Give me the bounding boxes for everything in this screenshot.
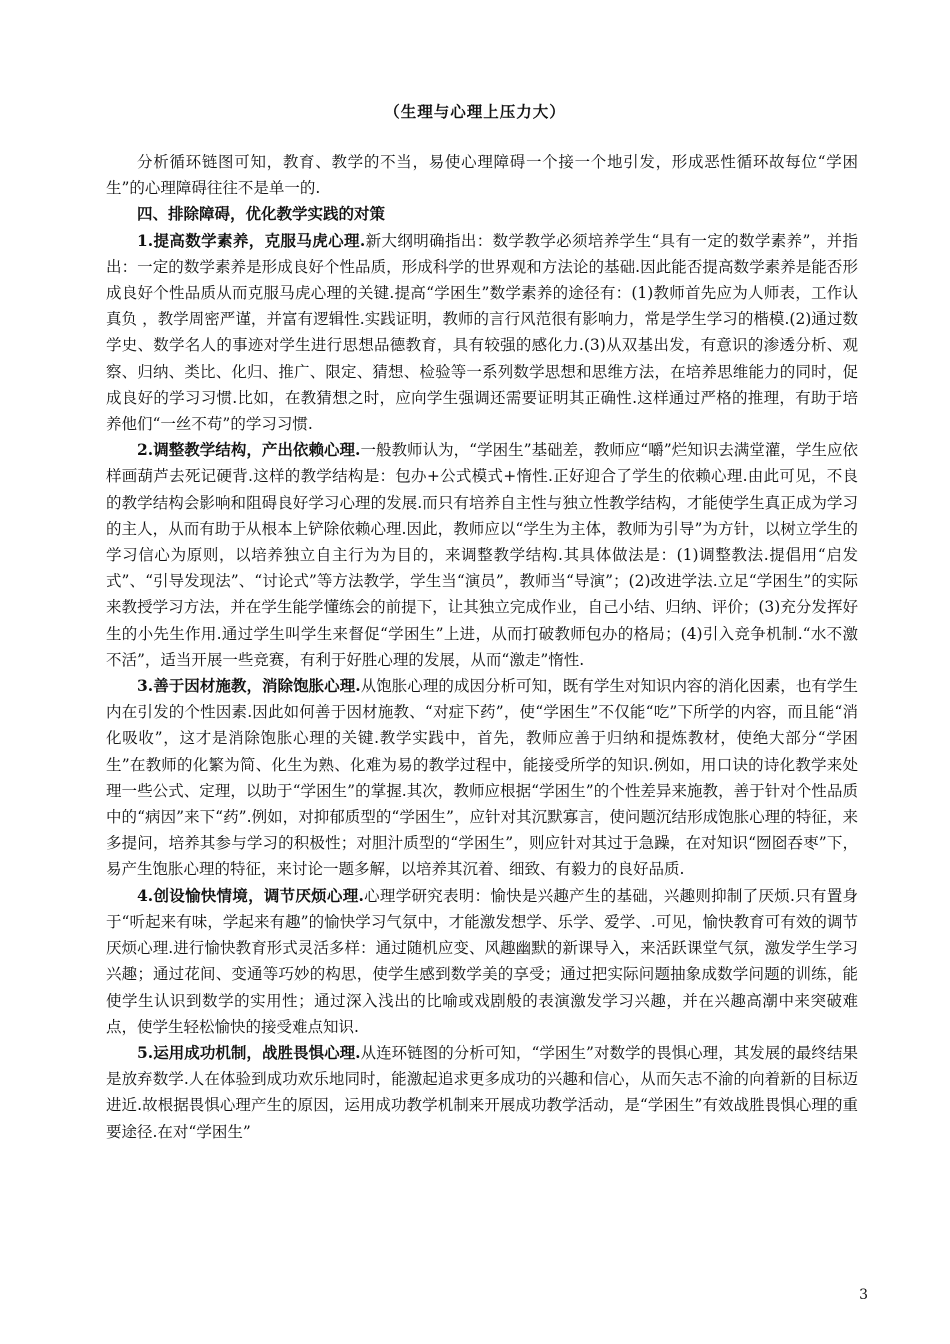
paragraph-text: 新大纲明确指出：数学教学必须培养学生“具有一定的数学素养”，并指出：一定的数学素养是形成良好个性品质，形成科学的世界观和方法论的基础.因此能否提高数学素养是能否形成良好个性品质从而克服马虎心理的关键.提高“学困生”数学素养的途径有：(1)教师首先应为人师表，工作认真负 ，教学周密严谨，并富有逻辑性.实践证明，教师的言行风范很有影响力，常是学生学习的楷模.(2)通过数学史、数学名人的事迹对学生进行思想品德教育，具有较强的感化力.(3)从双基出发，有意识的渗透分析、观察、归纳、类比、化归、推广、限定、猜想、检验等一系列数学思想和思维方法，在培养思维能力的同时，促成良好的学习习惯.比如，在教猜想之时，应向学生强调还需要证明其正确性.这样通过严格的推理，有助于培养他们“一丝不苟”的学习习惯. xyxy=(106,231,858,434)
paragraph-lead: 1.提高数学素养，克服马虎心理. xyxy=(137,230,366,250)
paragraph-text: 分析循环链图可知，教育、教学的不当，易使心理障碍一个接一个地引发，形成恶性循环故每位“学困生”的心理障碍往往不是单一的. xyxy=(106,153,858,198)
paragraph-1 xyxy=(106,228,858,438)
paragraph-2 xyxy=(106,437,858,673)
paragraph-3 xyxy=(106,673,858,883)
paragraph-text: 一般教师认为，“学困生”基础差，教师应“嚼”烂知识去满堂灌，学生应依样画葫芦去死记硬背.这样的教学结构是：包办+公式模式+惰性.正好迎合了学生的依赖心理.由此可见，不良的教学结构会影响和阻碍良好学习心理的发展.而只有培养自主性与独立性教学结构，才能使学生真正成为学习的主人，从而有助于从根本上铲除依赖心理.因此，教师应以“学生为主体，教师为引导”为方针，以树立学生的 学习信心为原则，以培养独立自主行为为目的，来调整教学结构.其具体做法是：(1)调整教法.提倡用“启发式”、“引导发现法”、“讨论式”等方法教学，学生当“演员”，教师当“导演”；(2)改进学法.立足“学困生”的实际来教授学习方法，并在学生能学懂练会的前提下，让其独立完成作业，自己小结、归纳、评价；(3)充分发挥好生的小先生作用.通过学生叫学生来督促“学困生”上进，从而打破教师包办的格局；(4)引入竞争机制.“水不激不活”，适当开展一些竞赛，有利于好胜心理的发展，从而“激走”惰性. xyxy=(106,441,858,669)
paragraph-lead: 5.运用成功机制，战胜畏惧心理. xyxy=(137,1042,361,1062)
paragraph-4 xyxy=(106,883,858,1040)
document-body xyxy=(106,149,858,1145)
paragraph-5 xyxy=(106,1040,858,1145)
paragraph-text: 从连环链图的分析可知，“学困生”对数学的畏惧心理，其发展的最终结果是放弃数学.人在体验到成功欢乐地同时，能激起追求更多成功的兴趣和信心，从而矢志不渝的向着新的目标迈进近.故根据畏惧心理产生的原因，运用成功教学机制来开展成功教学活动，是“学困生”有效战胜畏惧心理的重要途径.在对“学困生” xyxy=(106,1043,858,1141)
paragraph-text: 从饱胀心理的成因分析可知，既有学生对知识内容的消化因素，也有学生内在引发的个性因素.因此如何善于因材施教、“对症下药”，使“学困生”不仅能“吃”下所学的内容，而且能“消化吸收”，这才是消除饱胀心理的关键.教学实践中，首先，教师应善于归纳和提炼教材，使绝大部分“学困生”在教师的化繁为简、化生为熟、化难为易的教学过程中，能接受所学的知识.例如，用口诀的诗化教学来处理一些公式、定理，以助于“学困生”的掌握.其次，教师应根据“学困生”的个性差异来施教，善于针对个性品质中的“病因”来下“药”.例如，对抑郁质型的“学困生”，应针对其沉默寡言，使问题沉结形成饱胀心理的特征，来多提问，培养其参与学习的积极性；对胆汁质型的“学困生”，则应针对其过于急躁，在对知识“囫囵吞枣”下，易产生饱胀心理的特征，来讨论一题多解，以培养其沉着、细致、有毅力的良好品质. xyxy=(106,677,858,879)
paragraph-lead: 4.创设愉快情境，调节厌烦心理. xyxy=(137,885,364,905)
page-number: 3 xyxy=(859,1287,868,1303)
paragraph-text: 心理学研究表明：愉快是兴趣产生的基础，兴趣则抑制了厌烦.只有置身于“听起来有味，学起来有趣”的愉快学习气氛中，才能激发想学、乐学、爱学、.可见，愉快教育可有效的调节厌烦心理.进行愉快教育形式灵活多样：通过随机应变、风趣幽默的新课导入，来活跃课堂气氛，激发学生学习兴趣；通过花间、变通等巧妙的构思，使学生感到数学美的享受；通过把实际问题抽象成数学问题的训练，能使学生认识到数学的实用性；通过深入浅出的比喻或戏剧般的表演激发学习兴趣，并在兴趣高潮中来突破难点，使学生轻松愉快的接受难点知识. xyxy=(106,886,858,1036)
paragraph-lead: 3.善于因材施教，消除饱胀心理. xyxy=(137,676,361,696)
figure-caption: （生理与心理上压力大） xyxy=(384,103,566,121)
section-heading: 四、排除障碍，优化教学实践的对策 xyxy=(137,205,386,224)
paragraph-intro xyxy=(106,149,858,201)
paragraph-lead: 2.调整教学结构，产出依赖心理. xyxy=(137,440,361,460)
